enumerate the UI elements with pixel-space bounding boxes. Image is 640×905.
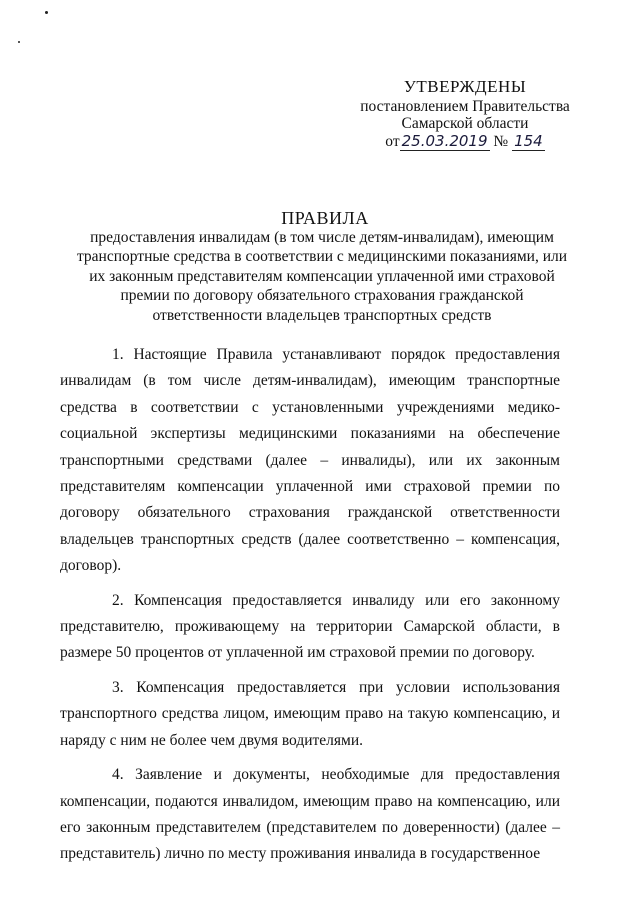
document-body — [60, 342, 560, 876]
approval-date-number-line — [340, 133, 590, 150]
document-title: ПРАВИЛА — [281, 208, 369, 228]
approval-line-1: постановлением Правительства — [360, 98, 570, 115]
approval-block — [340, 78, 590, 150]
handwritten-number: 154 — [514, 132, 543, 150]
handwritten-date: 25.03.2019 — [401, 132, 488, 150]
approval-line-2: Самарской области — [401, 115, 529, 132]
scan-speck-1 — [45, 11, 48, 14]
from-prefix: от — [385, 133, 400, 150]
scan-speck-2 — [18, 41, 20, 43]
approval-title: УТВЕРЖДЕНЫ — [403, 77, 527, 96]
paragraph-3: 3. Компенсация предоставляется при условии использования транспортного средства лицом, имеющим право на такую компенсацию, и наряду с ним не более чем двумя водителями. — [60, 678, 560, 749]
document-subtitle: предоставления инвалидам (в том числе детям-инвалидам), имеющим транспортные средства в соответствии с медицинскими показаниями, или их законным представителям компенсации уплаченной ими страховой премии по договору обязательного страхования гражданской ответственности владельцев транспортных средств — [76, 229, 568, 324]
paragraph-1: 1. Настоящие Правила устанавливают порядок предоставления инвалидам (в том числе детям-инвалидам), имеющим транспортные средства в соответствии с установленными учреждениями медико-социальной экспертизы медицинскими показаниями на обеспечение транспортными средствами (далее – инвалиды), или их законным представителям компенсации уплаченной ими страховой премии по договору обязательного страхования гражданской ответственности владельцев транспортных средств (далее соответственно – компенсация, договор). — [60, 346, 560, 575]
paragraph-4: 4. Заявление и документы, необходимые для предоставления компенсации, подаются инвалидом, имеющим право на компенсацию, или его законным представителем (представителем по доверенности) (далее – представитель) лично по месту проживания инвалида в государственное — [60, 766, 560, 863]
paragraph-2: 2. Компенсация предоставляется инвалиду или его законному представителю, проживающему на территории Самарской области, в размере 50 процентов от уплаченной им страховой премии по договору. — [60, 591, 560, 662]
number-prefix: № — [493, 133, 509, 150]
